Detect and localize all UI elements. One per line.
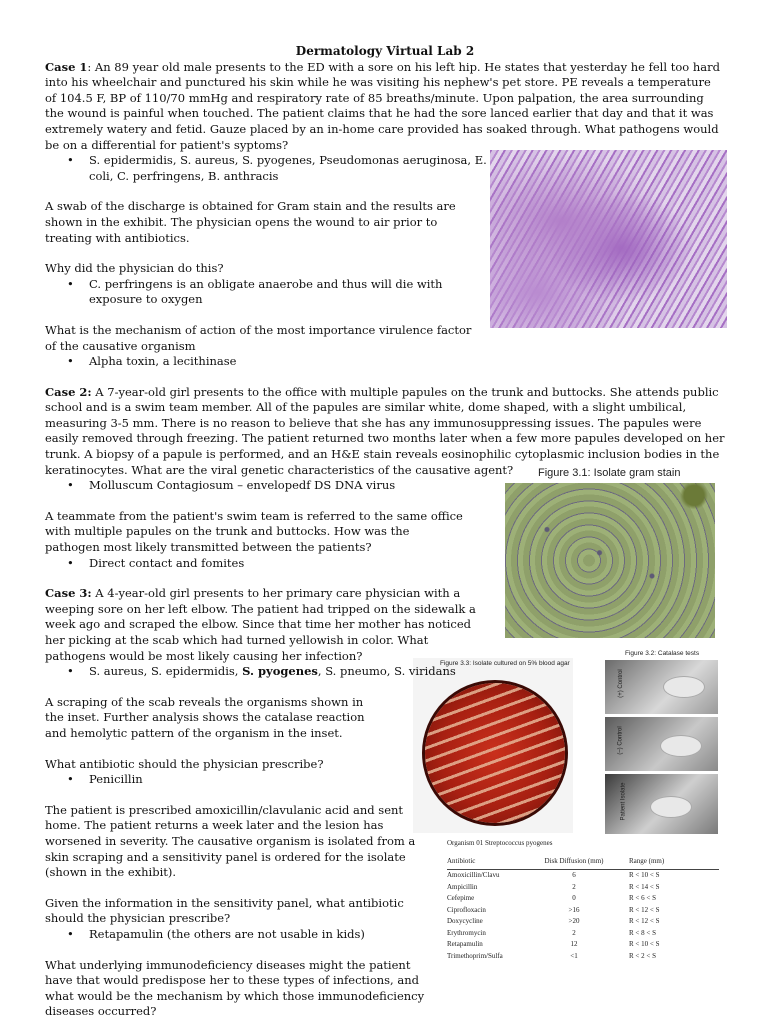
case1-answer1-list: [45, 153, 489, 184]
case1-question3: What is the mechanism of action of the most importance virulence factor of the causative organism: [45, 322, 472, 353]
case2-paragraph: [45, 385, 725, 479]
cell: 0: [572, 894, 576, 902]
column-header: Disk Diffusion (mm): [529, 856, 619, 870]
document-body: [45, 44, 725, 1020]
case3-answer3-list: [45, 927, 725, 943]
cell: Retapamulin: [447, 940, 483, 948]
cell: R < 10 < S: [629, 940, 660, 948]
case3-scraping-paragraph: A scraping of the scab reveals the organisms shown in the inset. Further analysis shows the catalase reaction and hemolytic pattern of the organism in the inset.: [45, 694, 365, 740]
case3-followup-paragraph: The patient is prescribed amoxicillin/clavulanic acid and sent home. The patient returns a week later and the lesion has worsened in severity. The causative organism is isolated from a skin scraping and a sensitivity panel is ordered for the isolate (shown in the exhibit).: [45, 802, 416, 880]
figure-3-2-title: Figure 3.2: Catalase tests: [625, 650, 700, 657]
list-item: • Retapamulin (the others are not usable in kids): [89, 927, 725, 943]
cell: >20: [568, 917, 580, 925]
case3-answer2-list: [45, 772, 725, 788]
case1-question2: Why did the physician do this?: [45, 261, 224, 276]
cell: R < 14 < S: [629, 882, 660, 891]
answer-bold: S. pyogenes: [242, 664, 318, 679]
cell: Trimethoprim/Sulfa: [447, 951, 503, 960]
case2-answer1-list: [45, 478, 725, 494]
list-item: • S. epidermidis, S. aureus, S. pyogenes, Pseudomonas aeruginosa, E. coli, C. perfringens, B. anthracis: [89, 153, 489, 184]
case1-answer3-list: [45, 354, 725, 370]
case3-question3: Given the information in the sensitivity panel, what antibiotic should the physician prescribe?: [45, 895, 404, 926]
cell: Ciprofloxacin: [447, 905, 486, 914]
catalase-label: (+) Control: [617, 669, 624, 698]
case2-answer2-list: [45, 556, 725, 572]
answer-text: , S. pneumo, S. viridans: [317, 664, 456, 679]
figure-3-1-title: Figure 3.1: Isolate gram stain: [538, 467, 681, 479]
cell: R < 8 < S: [629, 928, 656, 937]
list-item: [89, 664, 725, 680]
list-item: • Molluscum Contagiosum – envelopedf DS DNA virus: [89, 478, 725, 494]
cell: Doxycycline: [447, 917, 483, 925]
cell: >16: [568, 905, 580, 914]
figure-3-3-title: Figure 3.3: Isolate cultured on 5% blood agar: [440, 660, 570, 667]
cell: <1: [570, 951, 578, 960]
case1-text: : An 89 year old male presents to the ED with a sore on his left hip. He states that yesterday he fell too hard into his wheelchair and punctured his skin while he was visiting his nephew's pet store. PE reveals a temperature of 104.5 F, BP of 110/70 mmHg and respiratory rate of 85 breaths/minute. Upon palpation, the area surrounding the wound is painful when touched. The patient claims that he had the sore lanced earlier that day and that it was extremely watery and fetid. Gauze placed by an in-home care provided has soaked through. What pathogens would be on a differential for patient's syptoms?: [45, 59, 720, 152]
case2-label: Case 2:: [45, 384, 92, 399]
sensitivity-organism: Organism 01 Streptococcus pyogenes: [447, 839, 553, 847]
cell: R < 12 < S: [629, 917, 660, 925]
case3-question4: What underlying immunodeficiency diseases might the patient have that would predispose her to these types of infections, and what would be the mechanism by which those immunodeficiency diseases occurred?: [45, 957, 425, 1019]
case3-paragraph: [45, 586, 490, 664]
cell: 2: [572, 882, 576, 891]
cell: 12: [570, 940, 578, 948]
cell: 6: [572, 871, 576, 879]
list-item: • Alpha toxin, a lecithinase: [89, 354, 725, 370]
cell: Amoxicillin/Clavu: [447, 871, 500, 879]
column-header: Antibiotic: [447, 856, 529, 870]
cell: R < 6 < S: [629, 894, 656, 902]
case1-swab-paragraph: A swab of the discharge is obtained for Gram stain and the results are shown in the exhibit. The physician opens the wound to air prior to treating with antibiotics.: [45, 199, 456, 245]
cell: 2: [572, 928, 576, 937]
cell: Cefepime: [447, 894, 475, 902]
catalase-label: (–) Control: [617, 726, 624, 755]
page-title: Dermatology Virtual Lab 2: [295, 44, 475, 58]
cell: R < 12 < S: [629, 905, 660, 914]
catalase-label: Patient Isolate: [620, 782, 627, 821]
cell: Ampicillin: [447, 882, 478, 891]
case2-text: A 7-year-old girl presents to the office with multiple papules on the trunk and buttocks. She attends public school and is a swim team member. All of the papules are similar white, dome shaped, with a slight umbilical, measuring 3-5 mm. There is no reason to believe that she has any immunosuppressing issues. The papules were easily removed through freezing. The patient returned two months later when a few more papules developed on her trunk. A biopsy of a papule is performed, and an H&E stain reveals eosinophilic cytoplasmic inclusion bodies in the keratinocytes. What are the viral genetic characteristics of the causative agent?: [45, 384, 725, 477]
answer-text: S. aureus, S. epidermidis,: [89, 664, 243, 679]
list-item: • Penicillin: [89, 772, 725, 788]
case1-paragraph: [45, 60, 725, 154]
list-item: • Direct contact and fomites: [89, 556, 725, 572]
cell: R < 2 < S: [629, 951, 656, 960]
case3-text: A 4-year-old girl presents to her primary care physician with a weeping sore on her left elbow. The patient had tripped on the sidewalk a week ago and scraped the elbow. Since that time her mother has noticed her picking at the scab which had turned yellowish in color. What pathogens would be most likely causing her infection?: [45, 586, 476, 663]
list-item: • C. perfringens is an obligate anaerobe and thus will die with exposure to oxygen: [89, 277, 489, 308]
case1-answer2-list: [45, 277, 489, 308]
cell: Erythromycin: [447, 928, 486, 937]
column-header: Range (mm): [619, 856, 719, 870]
case3-answer1-list: [45, 664, 725, 680]
case3-question2: What antibiotic should the physician prescribe?: [45, 756, 324, 771]
cell: R < 10 < S: [629, 871, 660, 879]
case1-label: Case 1: [45, 59, 88, 74]
case2-question2: A teammate from the patient's swim team is referred to the same office with multiple papules on the trunk and buttocks. How was the pathogen most likely transmitted between the patients?: [45, 508, 463, 555]
case3-label: Case 3:: [45, 586, 92, 601]
